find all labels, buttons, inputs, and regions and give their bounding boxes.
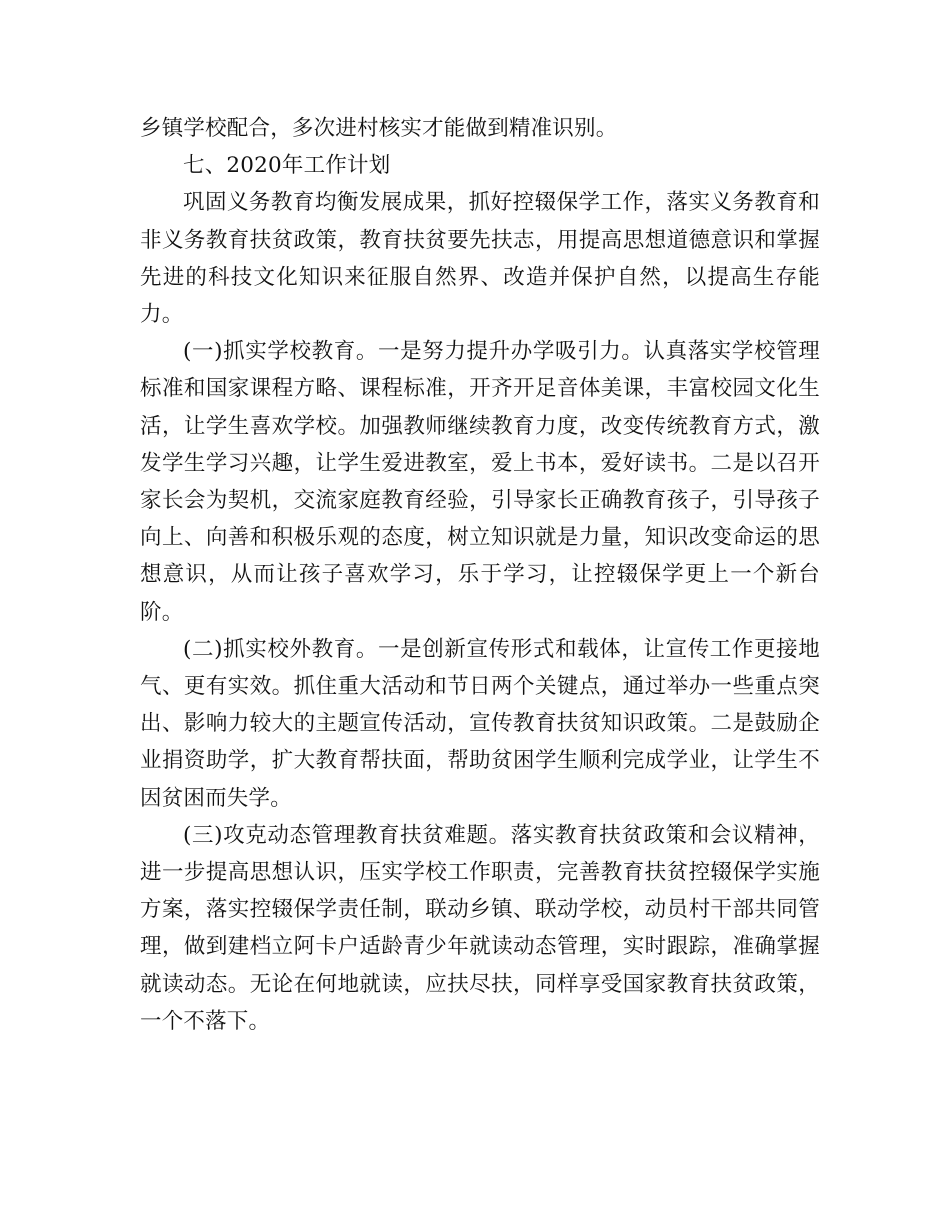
paragraph-continuation: 乡镇学校配合，多次进村核实才能做到精准识别。	[140, 116, 618, 141]
paragraph-off-campus-education: (二)抓实校外教育。一是创新宣传形式和载体，让宣传工作更接地气、更有实效。抓住重大活动和节日两个关键点，通过举办一些重点突出、影响力较大的主题宣传活动，宣传教育扶贫知识政策。二是鼓励企业捐资助学，扩大教育帮扶面，帮助贫困学生顺利完成学业，让学生不因贫困而失学。	[140, 636, 820, 811]
section-heading: 七、2020年工作计划	[183, 153, 391, 179]
paragraph-overview: 巩固义务教育均衡发展成果，抓好控辍保学工作，落实义务教育和非义务教育扶贫政策，教育扶贫要先扶志，用提高思想道德意识和掌握先进的科技文化知识来征服自然界、改造并保护自然，以提高生存能力。	[140, 190, 820, 328]
document-body	[140, 110, 820, 1040]
paragraph-dynamic-management: (三)攻克动态管理教育扶贫难题。落实教育扶贫政策和会议精神，进一步提高思想认识，压实学校工作职责，完善教育扶贫控辍保学实施方案，落实控辍保学责任制，联动乡镇、联动学校，动员村干部共同管理，做到建档立阿卡户适龄青少年就读动态管理，实时跟踪，准确掌握就读动态。无论在何地就读，应扶尽扶，同样享受国家教育扶贫政策，一个不落下。	[140, 822, 820, 1034]
paragraph-school-education: (一)抓实学校教育。一是努力提升办学吸引力。认真落实学校管理标准和国家课程方略、课程标准，开齐开足音体美课，丰富校园文化生活，让学生喜欢学校。加强教师继续教育力度，改变传统教育方式，激发学生学习兴趣，让学生爱进教室，爱上书本，爱好读书。二是以召开家长会为契机，交流家庭教育经验，引导家长正确教育孩子，引导孩子向上、向善和积极乐观的态度，树立知识就是力量，知识改变命运的思想意识，从而让孩子喜欢学习，乐于学习，让控辍保学更上一个新台阶。	[140, 339, 820, 625]
